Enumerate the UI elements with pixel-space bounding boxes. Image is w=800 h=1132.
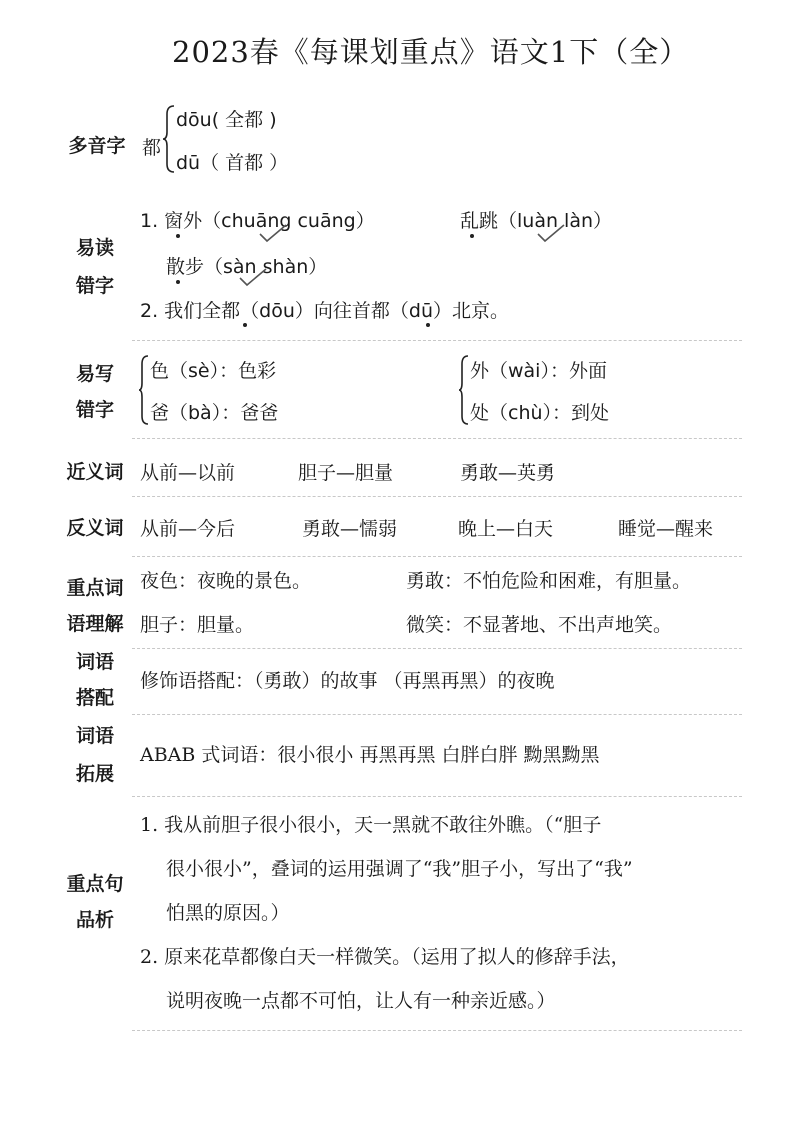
label-lijie-1: 重点词: [66, 577, 124, 599]
check-mark-icon: [238, 266, 268, 288]
label-tuozhan-1: 词语: [75, 725, 114, 747]
term-weixiao: 微笑：不显著地、不出声地笑。: [406, 614, 673, 636]
pinyin-du: dū（ 首都 ）: [176, 152, 289, 174]
yidu-row2: 散步（sàn shàn）: [166, 256, 328, 278]
yixie-left-2: 爸（bà）：爸爸: [150, 402, 279, 424]
term-yonggan: 勇敢：不怕危险和困难，有胆量。: [406, 570, 692, 592]
label-tuozhan-2: 拓展: [75, 763, 114, 785]
emphasis-dot: [176, 280, 180, 284]
sentence-line: 很小很小”，叠词的运用强调了“我”胆子小，写出了“我”: [166, 858, 633, 880]
dapei-text: 修饰语搭配：（勇敢）的故事 （再黑再黑）的夜晚: [140, 670, 555, 692]
antonym-pair: 勇敢—懦弱: [302, 518, 398, 540]
divider: [132, 796, 742, 797]
emphasis-dot: [470, 234, 474, 238]
divider: [132, 556, 742, 557]
sentence-line: 怕黑的原因。）: [166, 902, 290, 924]
emphasis-dot: [176, 234, 180, 238]
check-mark-icon: [536, 222, 566, 244]
divider: [132, 438, 742, 439]
yidu-row3: 2. 我们全都（dōu）向往首都（dū）北京。: [140, 300, 509, 322]
yixie-right-1: 外（wài）：外面: [470, 360, 607, 382]
term-danzi: 胆子：胆量。: [140, 614, 255, 636]
divider: [132, 1030, 742, 1031]
synonym-pair: 从前—以前: [140, 462, 236, 484]
emphasis-dot: [426, 323, 430, 327]
antonym-pair: 从前—今后: [140, 518, 236, 540]
antonym-pair: 晚上—白天: [458, 518, 554, 540]
label-yixie-2: 错字: [75, 399, 114, 421]
label-yidu-1: 易读: [75, 237, 114, 259]
left-brace: [162, 104, 176, 174]
label-lijie-2: 语理解: [66, 613, 124, 635]
sentence-line: 说明夜晚一点都不可怕，让人有一种亲近感。）: [166, 990, 556, 1012]
sentence-line: 1. 我从前胆子很小很小，天一黑就不敢往外瞧。（“胆子: [140, 814, 602, 836]
label-juzi-1: 重点句: [66, 873, 124, 895]
synonym-pair: 勇敢—英勇: [460, 462, 556, 484]
antonym-pair: 睡觉—醒来: [618, 518, 714, 540]
divider: [132, 340, 742, 341]
sentence-line: 2. 原来花草都像白天一样微笑。（运用了拟人的修辞手法，: [140, 946, 630, 968]
term-yese: 夜色：夜晚的景色。: [140, 570, 312, 592]
synonym-pair: 胆子—胆量: [298, 462, 394, 484]
label-jinyi: 近义词: [66, 461, 124, 483]
label-yidu-2: 错字: [75, 275, 114, 297]
check-mark-icon: [258, 222, 288, 244]
polyphone-char: 都: [142, 137, 162, 159]
yidu-row1-a: 1. 窗外（chuāng cuāng）: [140, 210, 375, 232]
yixie-right-2: 处（chù）：到处: [470, 402, 610, 424]
pinyin-dou: dōu( 全都 ): [176, 109, 277, 131]
left-brace: [138, 354, 150, 426]
page-title: 2023春《每课划重点》语文1下（全）: [172, 35, 690, 69]
label-dapei-1: 词语: [75, 651, 114, 673]
divider: [132, 714, 742, 715]
emphasis-dot: [243, 323, 247, 327]
label-fanyi: 反义词: [66, 517, 124, 539]
tuozhan-text: ABAB 式词语：很小很小 再黑再黑 白胖白胖 黝黑黝黑: [140, 744, 600, 766]
label-duoyinzi: 多音字: [68, 135, 126, 157]
left-brace: [458, 354, 470, 426]
label-dapei-2: 搭配: [75, 687, 114, 709]
label-juzi-2: 品析: [75, 909, 114, 931]
divider: [132, 496, 742, 497]
yixie-left-1: 色（sè）：色彩: [150, 360, 277, 382]
label-yixie-1: 易写: [75, 363, 114, 385]
yidu-row1-b: 乱跳（luàn làn）: [460, 210, 613, 232]
divider: [132, 648, 742, 649]
